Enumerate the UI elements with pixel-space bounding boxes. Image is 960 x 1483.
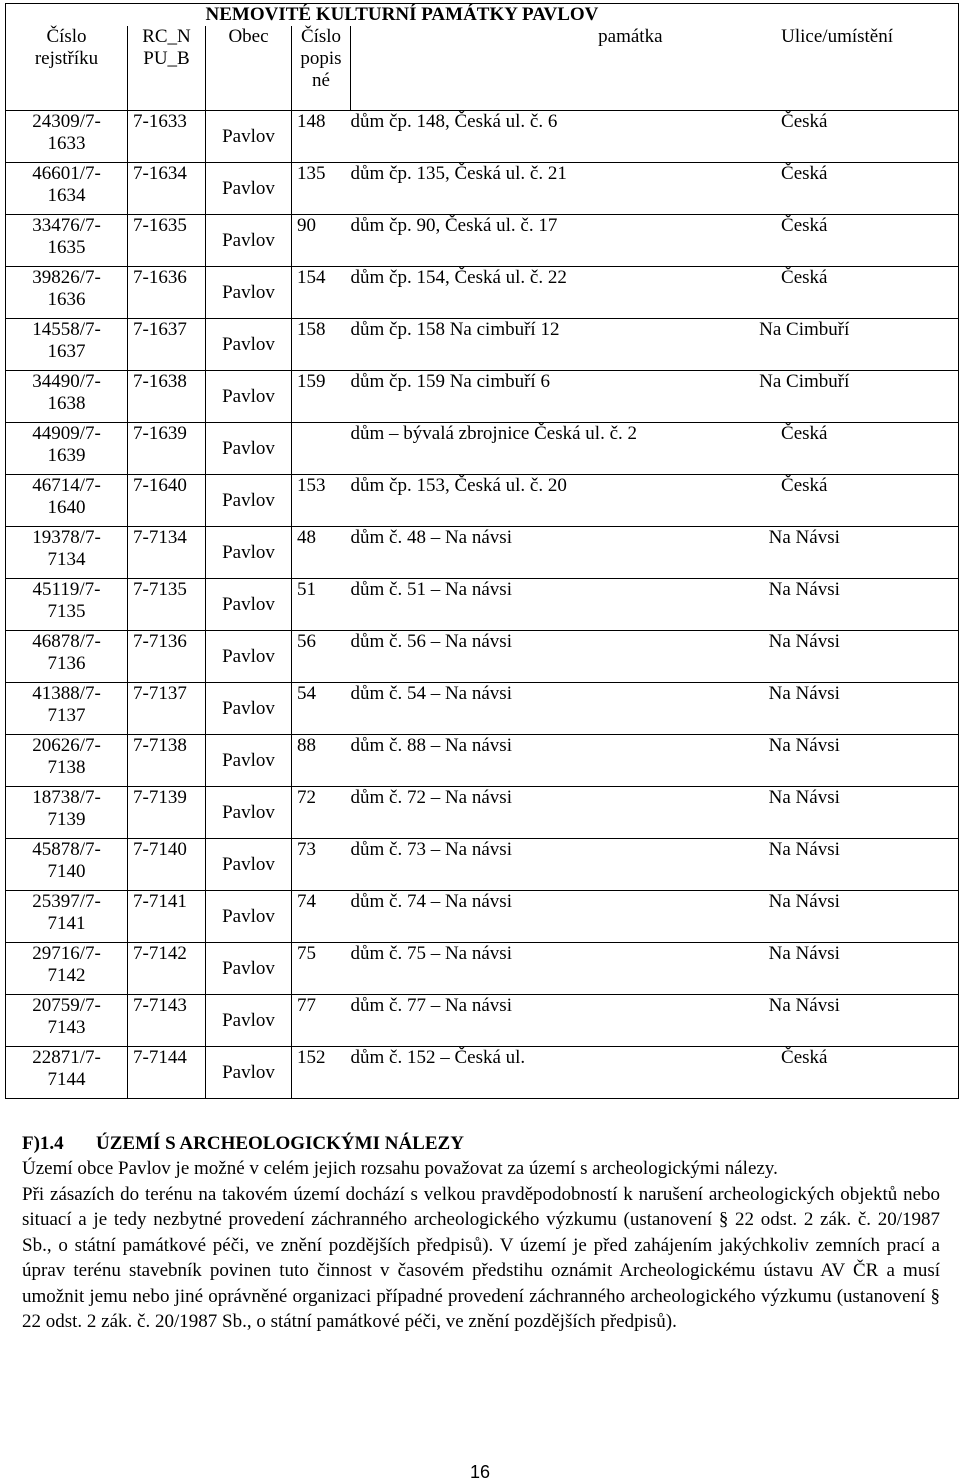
table-row	[6, 631, 959, 683]
cell-cislo-rejstriku: 46601/7- 1634	[6, 163, 128, 215]
cell-obec: Pavlov	[206, 267, 292, 319]
cell-cislo-rejstriku: 39826/7- 1636	[6, 267, 128, 319]
cell-cislo-popisne: 154	[292, 267, 351, 319]
cell-cislo-popisne: 75	[292, 943, 351, 995]
cell-pamatka: dům č. 54 – Na návsi	[351, 683, 691, 735]
table-row	[6, 1047, 959, 1099]
cell-cislo-popisne: 135	[292, 163, 351, 215]
cell-cislo-rejstriku: 20626/7- 7138	[6, 735, 128, 787]
cell-ulice: Na Cimbuří	[691, 319, 959, 371]
cell-cislo-popisne: 51	[292, 579, 351, 631]
cell-cislo-rejstriku: 25397/7- 7141	[6, 891, 128, 943]
table-row	[6, 579, 959, 631]
section-heading	[22, 1131, 940, 1156]
table-row	[6, 787, 959, 839]
cell-obec: Pavlov	[206, 371, 292, 423]
cell-ulice: Česká	[691, 111, 959, 163]
section-heading-number: F)1.4	[22, 1133, 64, 1154]
cell-cislo-popisne: 74	[292, 891, 351, 943]
table-row	[6, 423, 959, 475]
table-row	[6, 995, 959, 1047]
section-heading-text: ÚZEMÍ S ARCHEOLOGICKÝMI NÁLEZY	[96, 1133, 464, 1154]
cell-obec: Pavlov	[206, 475, 292, 527]
cell-obec: Pavlov	[206, 683, 292, 735]
cell-ulice: Česká	[691, 475, 959, 527]
section-paragraph-1: Území obce Pavlov je možné v celém jejich rozsahu považovat za území s archeologickými nálezy.	[22, 1158, 778, 1179]
cell-cislo-popisne: 90	[292, 215, 351, 267]
cell-cislo-rejstriku: 20759/7- 7143	[6, 995, 128, 1047]
cell-ulice: Česká	[691, 267, 959, 319]
cell-pamatka: dům č. 48 – Na návsi	[351, 527, 691, 579]
cell-cislo-rejstriku: 45878/7- 7140	[6, 839, 128, 891]
cell-rc-nupu: 7-1640	[128, 475, 206, 527]
cell-obec: Pavlov	[206, 943, 292, 995]
cell-pamatka: dům čp. 90, Česká ul. č. 17	[351, 215, 691, 267]
cell-ulice: Na Návsi	[691, 683, 959, 735]
header-rc-nupu: RC_N PU_B	[128, 26, 206, 111]
cell-rc-nupu: 7-1637	[128, 319, 206, 371]
cell-obec: Pavlov	[206, 527, 292, 579]
table-row	[6, 891, 959, 943]
cell-cislo-popisne: 56	[292, 631, 351, 683]
cell-ulice: Na Návsi	[691, 943, 959, 995]
cell-pamatka: dům č. 56 – Na návsi	[351, 631, 691, 683]
cell-rc-nupu: 7-1633	[128, 111, 206, 163]
cell-ulice: Česká	[691, 215, 959, 267]
cell-cislo-rejstriku: 46714/7- 1640	[6, 475, 128, 527]
table-row	[6, 215, 959, 267]
cell-rc-nupu: 7-7137	[128, 683, 206, 735]
cell-pamatka: dům – bývalá zbrojnice Česká ul. č. 2	[351, 423, 691, 475]
cell-rc-nupu: 7-1639	[128, 423, 206, 475]
table-row	[6, 735, 959, 787]
cell-pamatka: dům čp. 159 Na cimbuří 6	[351, 371, 691, 423]
table-row	[6, 683, 959, 735]
cell-rc-nupu: 7-7138	[128, 735, 206, 787]
cell-pamatka: dům čp. 148, Česká ul. č. 6	[351, 111, 691, 163]
cell-obec: Pavlov	[206, 631, 292, 683]
cell-pamatka: dům čp. 153, Česká ul. č. 20	[351, 475, 691, 527]
cell-cislo-rejstriku: 29716/7- 7142	[6, 943, 128, 995]
cell-cislo-popisne: 159	[292, 371, 351, 423]
cell-cislo-rejstriku: 33476/7- 1635	[6, 215, 128, 267]
cell-obec: Pavlov	[206, 995, 292, 1047]
cell-cislo-rejstriku: 22871/7- 7144	[6, 1047, 128, 1099]
cell-pamatka: dům č. 152 – Česká ul.	[351, 1047, 691, 1099]
cell-ulice: Česká	[691, 423, 959, 475]
cell-cislo-popisne: 48	[292, 527, 351, 579]
archaeology-section	[22, 1131, 940, 1335]
cell-cislo-rejstriku: 18738/7- 7139	[6, 787, 128, 839]
cell-ulice: Česká	[691, 1047, 959, 1099]
cell-cislo-rejstriku: 34490/7- 1638	[6, 371, 128, 423]
cell-cislo-popisne	[292, 423, 351, 475]
cell-rc-nupu: 7-1636	[128, 267, 206, 319]
cell-pamatka: dům č. 72 – Na návsi	[351, 787, 691, 839]
cell-ulice: Na Návsi	[691, 891, 959, 943]
cell-cislo-popisne: 72	[292, 787, 351, 839]
cell-ulice: Na Návsi	[691, 839, 959, 891]
cell-rc-nupu: 7-1635	[128, 215, 206, 267]
cell-cislo-rejstriku: 41388/7- 7137	[6, 683, 128, 735]
cell-pamatka: dům č. 51 – Na návsi	[351, 579, 691, 631]
cell-ulice: Na Návsi	[691, 995, 959, 1047]
cell-ulice: Na Návsi	[691, 787, 959, 839]
cell-pamatka: dům č. 73 – Na návsi	[351, 839, 691, 891]
table-row	[6, 319, 959, 371]
cell-rc-nupu: 7-7140	[128, 839, 206, 891]
cell-ulice: Na Návsi	[691, 735, 959, 787]
table-row	[6, 371, 959, 423]
header-cislo-popisne: Číslo popis né	[292, 26, 351, 111]
cell-pamatka: dům čp. 158 Na cimbuří 12	[351, 319, 691, 371]
monuments-table	[5, 3, 959, 1099]
cell-obec: Pavlov	[206, 319, 292, 371]
table-row	[6, 943, 959, 995]
cell-rc-nupu: 7-7141	[128, 891, 206, 943]
cell-rc-nupu: 7-7143	[128, 995, 206, 1047]
cell-cislo-popisne: 73	[292, 839, 351, 891]
table-row	[6, 111, 959, 163]
cell-cislo-popisne: 77	[292, 995, 351, 1047]
cell-pamatka: dům č. 77 – Na návsi	[351, 995, 691, 1047]
cell-cislo-popisne: 88	[292, 735, 351, 787]
cell-rc-nupu: 7-7135	[128, 579, 206, 631]
cell-obec: Pavlov	[206, 891, 292, 943]
table-title: NEMOVITÉ KULTURNÍ PAMÁTKY PAVLOV	[206, 4, 959, 27]
cell-rc-nupu: 7-7142	[128, 943, 206, 995]
table-row	[6, 839, 959, 891]
cell-cislo-rejstriku: 45119/7- 7135	[6, 579, 128, 631]
cell-cislo-popisne: 152	[292, 1047, 351, 1099]
page-number: 16	[469, 1462, 491, 1482]
cell-ulice: Na Návsi	[691, 631, 959, 683]
cell-ulice: Na Návsi	[691, 579, 959, 631]
table-row	[6, 267, 959, 319]
cell-cislo-popisne: 54	[292, 683, 351, 735]
cell-cislo-popisne: 148	[292, 111, 351, 163]
table-row	[6, 527, 959, 579]
cell-obec: Pavlov	[206, 787, 292, 839]
cell-rc-nupu: 7-1638	[128, 371, 206, 423]
cell-cislo-rejstriku: 19378/7- 7134	[6, 527, 128, 579]
cell-pamatka: dům č. 74 – Na návsi	[351, 891, 691, 943]
header-cislo-rejstriku: Číslo rejstříku	[6, 26, 128, 111]
cell-ulice: Na Cimbuří	[691, 371, 959, 423]
header-ulice: Ulice/umístění	[691, 26, 959, 111]
cell-ulice: Na Návsi	[691, 527, 959, 579]
cell-pamatka: dům č. 75 – Na návsi	[351, 943, 691, 995]
cell-rc-nupu: 7-1634	[128, 163, 206, 215]
cell-ulice: Česká	[691, 163, 959, 215]
cell-cislo-popisne: 153	[292, 475, 351, 527]
cell-cislo-rejstriku: 44909/7- 1639	[6, 423, 128, 475]
header-pamatka: památka	[351, 26, 691, 111]
cell-rc-nupu: 7-7144	[128, 1047, 206, 1099]
cell-cislo-rejstriku: 14558/7- 1637	[6, 319, 128, 371]
cell-obec: Pavlov	[206, 735, 292, 787]
cell-pamatka: dům čp. 135, Česká ul. č. 21	[351, 163, 691, 215]
cell-obec: Pavlov	[206, 423, 292, 475]
cell-pamatka: dům č. 88 – Na návsi	[351, 735, 691, 787]
cell-pamatka: dům čp. 154, Česká ul. č. 22	[351, 267, 691, 319]
cell-rc-nupu: 7-7136	[128, 631, 206, 683]
cell-cislo-popisne: 158	[292, 319, 351, 371]
cell-rc-nupu: 7-7139	[128, 787, 206, 839]
cell-obec: Pavlov	[206, 111, 292, 163]
cell-rc-nupu: 7-7134	[128, 527, 206, 579]
table-row	[6, 163, 959, 215]
section-paragraph-2: Při zásazích do terénu na takovém území dochází s velkou pravděpodobností k narušení archeologických objektů nebo situací a je tedy nezbytné provedení záchranného archeologického výzkumu (ustanovení § 22 odst. 2 zák. č. 20/1987 Sb., o státní památkové péči, ve znění pozdějších předpisů). V území je před zahájením jakýchkoliv zemních prací a úprav terénu stavebník povinen tuto činnost v časovém předstihu oznámit Archeologickému ústavu AV ČR a musí umožnit jemu nebo jiné oprávněné organizaci případné provedení záchranného archeologického výzkumu (ustanovení § 22 odst. 2 zák. č. 20/1987 Sb., o státní památkové péči, ve znění pozdějších předpisů).	[22, 1183, 940, 1332]
cell-cislo-rejstriku: 46878/7- 7136	[6, 631, 128, 683]
cell-cislo-rejstriku: 24309/7- 1633	[6, 111, 128, 163]
cell-obec: Pavlov	[206, 215, 292, 267]
cell-obec: Pavlov	[206, 579, 292, 631]
cell-obec: Pavlov	[206, 1047, 292, 1099]
header-obec: Obec	[206, 26, 292, 111]
cell-obec: Pavlov	[206, 163, 292, 215]
cell-obec: Pavlov	[206, 839, 292, 891]
table-row	[6, 475, 959, 527]
